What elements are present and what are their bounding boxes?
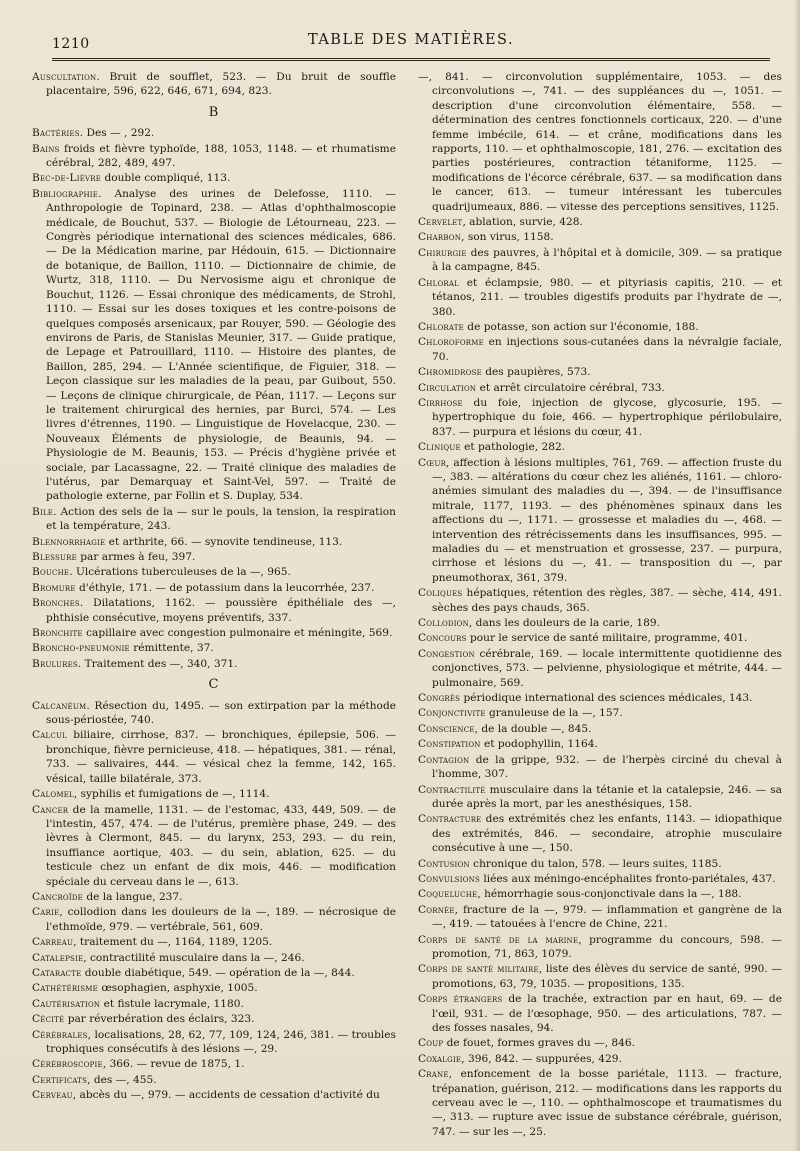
entry-text: , localisations, 28, 62, 77, 109, 124, 246, 381. — troubles trophiques consécutifs à des lésions —, 29. [46, 1028, 396, 1055]
entry-text: double compliqué, 113. [101, 172, 231, 185]
index-entry [418, 1067, 782, 1139]
index-entry [418, 365, 782, 379]
entry-text: , programme du concours, 598. — promotion, 71, 863, 1079. [432, 933, 782, 960]
entry-text: capillaire avec congestion pulmonaire et méningite, 569. [82, 627, 393, 640]
entry-text: liées aux méningo-encéphalites fronto-pariétales, 437. [480, 872, 776, 885]
index-entry [32, 1088, 396, 1102]
entry-term: Collodion [418, 617, 469, 630]
entry-term: Contracture [418, 813, 482, 826]
index-entry [32, 187, 396, 504]
entry-text: , dans les douleurs de la carie, 189. [468, 617, 660, 630]
entry-text: . Bruit de soufflet, 523. — Du bruit de souffle placentaire, 596, 622, 646, 671, 694, 823. [46, 71, 396, 98]
entry-term: Bibliographie [32, 187, 99, 200]
entry-text: musculaire dans la tétanie et la catalepsie, 246. — sa durée après la mort, par les anesthésiques, 158. [432, 783, 782, 810]
entry-term: Contusion [418, 857, 470, 870]
index-columns [32, 70, 784, 1140]
index-entry [418, 647, 782, 690]
index-entry [32, 951, 396, 965]
index-entry [418, 812, 782, 855]
index-entry [418, 706, 782, 720]
entry-text: . Analyse des urines de Delefosse, 1110. — Anthropologie de Topinard, 238. — Atlas d'ophthalmoscopie médicale, de Bouchut, 537. — Biologie de Létourneau, 223. — Congrès périodique international des sciences médicales, 686. — De la Médication marine, par Hédouin, 615. — Dictionnaire de botanique, de Baillon, 1110. — Dictionnaire de chimie, de Wurtz, 318, 1110. — Du Nervosisme aigu et chronique de Bouchut, 1126. — Essai chronique des médicaments, de Strohl, 1110. — Essai sur les doses toxiques et les contre-poisons de quelques composés arsenicaux, par Rouyer, 590. — Géologie des environs de Paris, de Stanislas Meunier, 317. — Guide pratique, de Lepage et Patrouillard, 1110. — Histoire des plantes, de Baillon, 285, 294. — L'Année scientifique, de Figuier, 318. — Leçon classique sur les maladies de la peau, par Guibout, 550. — Leçons de clinique chirurgicale, de Péan, 1117. — Leçons sur le traitement chirurgical des hernies, par Burci, 574. — Les livres d'étrennes, 1190. — Linguistique de Hovelacque, 230. — Nouveaux Éléments de physiologie, de Beaunis, 94. — Physiologie de M. Beaunis, 153. — Précis d'hygiène privée et sociale, par Lacassagne, 22. — Traité clinique des maladies de l'utérus, par Demarquay et Saint-Vel, 597. — Traité de pathologie externe, par Follin et S. Duplay, 534. [46, 187, 396, 503]
entry-text: hépatiques, rétention des règles, 387. — sèche, 414, 491. sèches des pays chauds, 365. [432, 587, 782, 614]
entry-text: du foie, injection de glycose, glycosurie, 195. — hypertrophique du foie, 466. — hypertrophique périlobulaire, 837. — purpura et lésions du cœur, 41. [432, 396, 782, 438]
index-entry [32, 787, 396, 801]
entry-term: Coup [418, 1037, 444, 1050]
entry-term: Cautérisation [32, 997, 101, 1010]
index-entry [32, 997, 396, 1011]
entry-term: Calcanéum [32, 699, 87, 712]
entry-term: Constipation [418, 738, 481, 751]
index-entry [418, 962, 782, 991]
entry-term: Calcul [32, 729, 67, 742]
entry-text: , hémorrhagie sous-conjonctivale dans la —, 188. [477, 888, 742, 901]
entry-term: Concours [418, 632, 467, 645]
entry-text: double diabétique, 549. — opération de la —, 844. [81, 966, 355, 979]
index-entry [418, 396, 782, 439]
entry-term: Cécité [32, 1013, 65, 1026]
entry-text: . Résection du, 1495. — son extirpation par la méthode sous-périostée, 740. [46, 699, 396, 727]
entry-term: Auscultation [32, 71, 97, 83]
index-entry [32, 935, 396, 949]
index-entry [418, 857, 782, 871]
entry-text: , fracture de la —, 979. — inflammation et gangrène de la —, 419. — tatouées à l'encre de Chine, 221. [432, 903, 782, 931]
index-entry [32, 596, 396, 625]
entry-text: des extrémités chez les enfants, 1143. — idiopathique des extrémités, 846. — secondaire, atrophie musculaire consécutive à une —, 150. [432, 813, 782, 855]
entry-text: biliaire, cirrhose, 837. — bronchiques, épilepsie, 506. — bronchique, fièvre pernicieuse, 418. — hépatiques, 381. — rénal, 733. — salivaires, 444. — vésical chez la femme, 142, 165. vésical, taille bilatérale, 373. [46, 729, 396, 785]
entry-term: Bromure [32, 581, 76, 594]
index-entry-continuation [418, 70, 782, 214]
entry-term: Contagion [418, 753, 470, 766]
entry-text: , contractilité musculaire dans la —, 246. [83, 951, 305, 964]
index-entry [418, 631, 782, 645]
entry-term: Corps étrangers [418, 993, 503, 1006]
index-entry [418, 1052, 782, 1066]
entry-text: et éclampsie, 980. — et pityriasis capitis, 210. — et tétanos, 211. — troubles digestifs produits par l'hydrate de —, 380. [432, 276, 782, 318]
entry-text: et arthrite, 66. — synovite tendineuse, 113. [105, 535, 343, 548]
entry-term: Charbon [418, 231, 462, 244]
entry-text: de la langue, 237. [82, 890, 183, 903]
entry-text: des pauvres, à l'hôpital et à domicile, 309. — sa pratique à la campagne, 845. [432, 246, 782, 274]
index-entry [418, 933, 782, 962]
entry-text: froids et fièvre typhoïde, 188, 1053, 1148. — et rhumatisme cérébral, 282, 489, 497. [46, 142, 396, 170]
index-entry [32, 535, 396, 549]
index-entry [32, 142, 396, 171]
index-entry [32, 728, 396, 786]
entry-term: Cathétérisme [32, 982, 98, 995]
entry-term: Cérébrales [32, 1028, 88, 1041]
entry-term: Bactéries [32, 127, 80, 140]
entry-text: , liste des élèves du service de santé, 990. — promotions, 63, 79, 1035. — propositions, 135. [432, 963, 783, 990]
entry-term: Circulation [418, 381, 477, 394]
entry-term: Cataracte [32, 966, 82, 979]
entry-text: , enfoncement de la bosse pariétale, 1113. — fracture, trépanation, guérison, 212. — modifications dans les rapports du cerveau avec le —, 110. — ophthalmoscope et traumatismes du —, 313. — rupture avec issue de substance cérébrale, guérison, 747. — sur les —, 25. [432, 1068, 782, 1138]
index-entry [418, 691, 782, 705]
index-entry [418, 1036, 782, 1050]
entry-text: œsophagien, asphyxie, 1005. [97, 982, 258, 995]
entry-term: Blennorrhagie [32, 535, 106, 548]
entry-text: et arrêt circulatoire cérébral, 733. [476, 381, 665, 394]
index-entry [418, 215, 782, 229]
entry-text: . Ulcérations tuberculeuses de la —, 965. [69, 566, 291, 579]
entry-term: Cornée [418, 903, 455, 916]
entry-term: Congestion [418, 647, 475, 660]
entry-term: Bec-de-Lièvre [32, 172, 102, 185]
index-entry [32, 1057, 396, 1071]
entry-term: Crane [418, 1068, 449, 1081]
entry-term: Coxalgie [418, 1052, 462, 1065]
entry-text: , 396, 842. — suppurées, 429. [461, 1052, 622, 1065]
entry-term: Broncho-pneumonie [32, 642, 130, 655]
entry-text: . Dilatations, 1162. — poussière épithéliale des —, phthisie consécutive, moyens préventifs, 337. [46, 597, 396, 624]
index-entry [32, 550, 396, 564]
entry-text: d'éthyle, 171. — de potassium dans la leucorrhée, 237. [75, 581, 375, 594]
index-entry [418, 246, 782, 275]
right-column [418, 70, 782, 1140]
entry-text: de la grippe, 932. — de l'herpès circiné du cheval à l'homme, 307. [432, 753, 782, 781]
entry-text: . Des — , 292. [79, 127, 155, 140]
entry-term: Clinique [418, 441, 461, 454]
index-entry [418, 440, 782, 454]
entry-term: Calomel [32, 788, 74, 801]
entry-term: Bile [32, 505, 54, 518]
index-entry [32, 1012, 396, 1026]
entry-term: Carie [32, 906, 60, 919]
entry-text: et fistule lacrymale, 1180. [100, 997, 244, 1010]
index-entry [418, 381, 782, 395]
entry-term: Cancroïde [32, 890, 83, 903]
entry-term: Corps de santé de la marine [418, 933, 579, 946]
index-entry [32, 641, 396, 655]
index-entry [418, 887, 782, 901]
index-entry [418, 456, 782, 586]
entry-text: rémittente, 37. [129, 642, 214, 655]
entry-term: Cancer [32, 803, 69, 816]
entry-term: Chirurgie [418, 246, 467, 259]
entry-term: Blessure [32, 551, 77, 563]
index-entry [32, 890, 396, 904]
index-entry [32, 699, 396, 728]
entry-text: de potasse, son action sur l'économie, 188. [463, 320, 699, 333]
entry-text: , son virus, 1158. [461, 231, 554, 244]
index-entry [418, 320, 782, 334]
index-entry [32, 171, 396, 185]
entry-term: Cerveau [32, 1089, 73, 1102]
entry-term: Chromidrose [418, 366, 482, 379]
entry-term: Bains [32, 142, 60, 155]
entry-text: , affection à lésions multiples, 761, 769. — affection fruste du —, 383. — altérations du cœur chez les aliénés, 1161. — chloro-anémies simulant des maladies du —, 394. — de l'insuffisance mitrale, 1177, 1193. — des phénomènes spinaux dans les affections du —, 1171. — grossesse et maladies du —, 468. — intervention des rétrécissements dans les insuffisances, 995. — maladies du — et menstruation et grossesse, 237. — purpura, cirrhose et lésions du —, 41. — transposition du —, par pneumothorax, 361, 379. [432, 456, 782, 584]
index-entry [32, 981, 396, 995]
entry-term: Bouche [32, 566, 70, 579]
index-entry [32, 126, 396, 140]
index-entry [32, 581, 396, 595]
entry-text: , abcès du —, 979. — accidents de cessation d'activité du [72, 1089, 380, 1102]
index-entry [418, 783, 782, 812]
entry-text: granuleuse de la —, 157. [485, 707, 623, 720]
index-entry [418, 737, 782, 751]
index-entry [32, 905, 396, 934]
entry-term: Chloral [418, 276, 459, 289]
page-number: 1210 [52, 36, 90, 52]
section-letter: B [208, 104, 220, 120]
entry-text: , syphilis et fumigations de —, 1114. [73, 788, 270, 801]
entry-text: de la trachée, extraction par en haut, 69. — de l'œil, 931. — de l'œsophage, 950. — des articulations, 787. — des fosses nasales, 94. [432, 993, 782, 1034]
index-entry [32, 70, 396, 99]
entry-term: Corps de santé militaire [418, 963, 539, 976]
index-entry [418, 230, 782, 244]
entry-text: et pathologie, 282. [460, 441, 566, 454]
entry-term: Brulures [32, 657, 78, 670]
page-header [52, 28, 770, 61]
index-entry [418, 722, 782, 736]
entry-term: Chlorate [418, 320, 464, 333]
index-entry [418, 992, 782, 1035]
index-entry [32, 565, 396, 579]
entry-term: Cœur [418, 456, 447, 469]
entry-term: Congrès [418, 692, 461, 705]
index-entry [418, 586, 782, 615]
entry-text: , ablation, survie, 428. [462, 216, 583, 229]
index-entry [32, 1028, 396, 1057]
entry-text: , de la double —, 845. [474, 722, 592, 735]
entry-term: Cérébroscopie [32, 1058, 103, 1071]
index-entry [32, 1073, 396, 1087]
index-entry [32, 626, 396, 640]
entry-text: . Action des sels de la — sur le pouls, la tension, la respiration et la température, 243. [46, 505, 396, 533]
entry-term: Conjonctivite [418, 707, 486, 720]
entry-term: Certificats [32, 1073, 88, 1086]
entry-term: Coqueluche [418, 888, 478, 901]
entry-text: et podophyllin, 1164. [480, 738, 598, 751]
entry-text: pour le service de santé militaire, programme, 401. [466, 632, 748, 645]
running-title: TABLE DES MATIÈRES. [307, 32, 515, 48]
entry-term: Coliques [418, 587, 463, 600]
entry-term: Bronchite [32, 627, 83, 640]
entry-text: par réverbération des éclairs, 323. [64, 1013, 255, 1026]
entry-text: de la mamelle, 1131. — de l'estomac, 433, 449, 509. — de l'intestin, 457, 474. — de l'utérus, première phase, 249. — des lèvres à Clermont, 845. — du larynx, 253, 293. — du rein, insuffiance aortique, 403. — du sein, ablation, 625. — du testicule chez un enfant de dix mois, 446. — modification spéciale du cerveau dans le —, 613. [46, 803, 396, 888]
index-entry [418, 276, 782, 319]
index-entry [418, 872, 782, 886]
entry-text: de fouet, formes graves du —, 846. [443, 1037, 636, 1050]
entry-term: Catalepsie [32, 951, 84, 964]
index-entry [418, 335, 782, 364]
index-entry [32, 657, 396, 671]
entry-term: Cirrhose [418, 396, 463, 409]
entry-term: Chloroforme [418, 336, 484, 349]
entry-text: , 366. — revue de 1875, 1. [102, 1058, 245, 1071]
entry-term: Bronches [32, 597, 80, 610]
entry-text: , traitement du —, 1164, 1189, 1205. [73, 936, 273, 949]
entry-text: en injections sous-cutanées dans la névralgie faciale, 70. [432, 336, 782, 363]
entry-text: cérébrale, 169. — locale intermittente quotidienne des conjonctives, 573. — pelvienne, physiologique et métrite, 444. — pulmonaire, 569. [432, 647, 782, 689]
entry-text: —, 841. — circonvolution supplémentaire, 1053. — des circonvolutions —, 741. — des suppléances du —, 1051. — description d'une circonvolution élémentaire, 558. — détermination des centres fonctionnels corticaux, 220. — d'une femme imbécile, 614. — et crâne, modifications dans les rapports, 110. — et ophthalmoscopie, 181, 276. — excitation des parties postérieures, contraction tétaniforme, 1125. — modifications de l'écorce cérébrale, 637. — sa modification dans le cancer, 613. — tumeur intéressant les tubercules quadrijumeaux, 886. — vitesse des perceptions sensitives, 1125. [418, 71, 782, 213]
entry-term: Convulsions [418, 872, 480, 885]
page-edge-shadow [794, 0, 800, 1151]
index-entry [418, 903, 782, 932]
entry-text: par armes à feu, 397. [76, 551, 196, 563]
index-entry [418, 753, 782, 782]
index-entry [418, 616, 782, 630]
entry-term: Carreau [32, 936, 74, 949]
entry-text: . Traitement des —, 340, 371. [77, 657, 238, 670]
index-entry [32, 505, 396, 534]
index-entry [32, 803, 396, 889]
entry-term: Cervelet [418, 216, 463, 229]
entry-text: périodique international des sciences médicales, 143. [460, 692, 753, 705]
section-letter: C [208, 677, 220, 693]
entry-term: Contractilité [418, 783, 486, 796]
entry-text: , des —, 455. [87, 1073, 157, 1086]
entry-text: chronique du talon, 578. — leurs suites, 1185. [469, 857, 722, 870]
entry-text: , collodion dans les douleurs de la —, 189. — nécrosique de l'ethmoïde, 979. — vertébrale, 561, 609. [46, 906, 396, 933]
left-column [32, 70, 396, 1104]
index-entry [32, 966, 396, 980]
entry-term: Conscience [418, 722, 475, 735]
entry-text: des paupières, 573. [481, 366, 591, 379]
